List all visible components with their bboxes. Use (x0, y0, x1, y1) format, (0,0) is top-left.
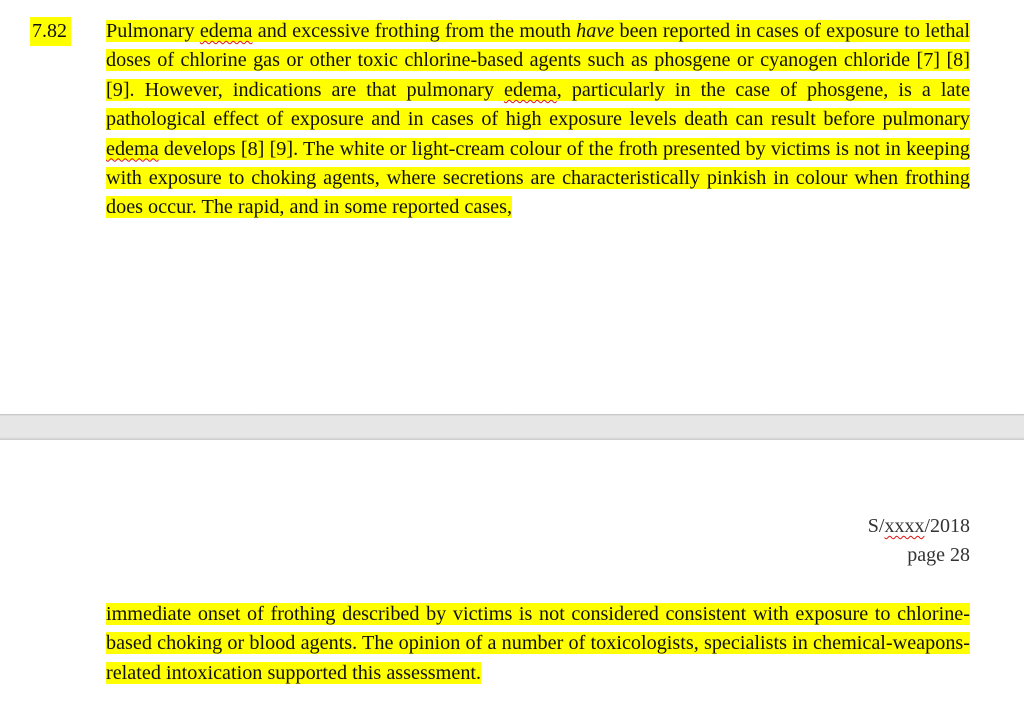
misspelled-word[interactable]: edema (504, 78, 557, 101)
page-header (868, 512, 970, 570)
paragraph-text-bottom[interactable] (106, 600, 970, 688)
document-symbol: S/xxxx/2018 (867, 515, 970, 537)
page-number: page 28 (907, 544, 970, 566)
text-run: , particularly in the case of phosgene, is a late pathological effect of exposure and in cases of high exposure levels death can result before pulmonary (106, 78, 970, 131)
text-run: develops [8] [9]. The white or light-cream colour of the froth presented by victims is not in keeping with exposure to choking agents, where secretions are characteristically pinkish in colour when frothing does occur. The rapid, and in some reported cases, (106, 137, 970, 219)
text-run: and excessive frothing from the mouth (252, 20, 577, 42)
misspelled-word[interactable]: xxxx (884, 515, 925, 537)
italic-word: have (576, 20, 615, 42)
paragraph-number: 7.82 (30, 17, 71, 46)
text-run: been reported in cases of exposure to lethal doses of chlorine gas or other toxic chlorine-based agents such as phosgene or cyanogen chloride [7] [8] [9]. However, indications are that pulmonary (106, 20, 970, 101)
paragraph-text-top[interactable] (106, 17, 970, 223)
text-run: Pulmonary (106, 20, 200, 42)
page-break-gap (0, 414, 1024, 440)
misspelled-word[interactable]: edema (106, 137, 159, 160)
misspelled-word[interactable]: edema (199, 20, 253, 42)
highlighted-text: immediate onset of frothing described by victims is not considered consistent with exposure to chlorine-based choking or blood agents. The opinion of a number of toxicologists, specialists in chemical-weapons-related intoxication supported this assessment. (106, 603, 970, 684)
